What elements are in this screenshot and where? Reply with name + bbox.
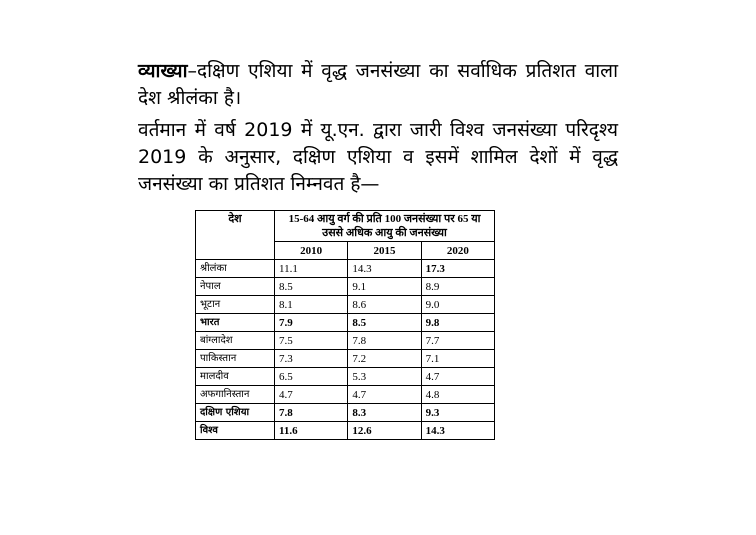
- cell-value: 9.3: [421, 404, 494, 422]
- cell-value: 9.8: [421, 314, 494, 332]
- table-row: [196, 404, 495, 422]
- cell-value: 4.8: [421, 386, 494, 404]
- table-row: [196, 368, 495, 386]
- row-country: अफगानिस्तान: [196, 386, 275, 404]
- table-row: [196, 350, 495, 368]
- cell-value: 4.7: [348, 386, 421, 404]
- cell-value: 17.3: [421, 260, 494, 278]
- cell-value: 7.1: [421, 350, 494, 368]
- intro-lead: व्याख्या: [138, 60, 188, 82]
- cell-value: 11.1: [275, 260, 348, 278]
- cell-value: 7.2: [348, 350, 421, 368]
- header-group: 15-64 आयु वर्ग की प्रति 100 जनसंख्या पर 65 या उससे अधिक आयु की जनसंख्या: [275, 211, 495, 242]
- header-year: 2020: [421, 242, 494, 260]
- cell-value: 9.1: [348, 278, 421, 296]
- cell-value: 7.8: [348, 332, 421, 350]
- row-country: भारत: [196, 314, 275, 332]
- row-country: श्रीलंका: [196, 260, 275, 278]
- table-row: [196, 386, 495, 404]
- body-paragraph: वर्तमान में वर्ष 2019 में यू.एन. द्वारा जारी विश्व जनसंख्या परिदृश्य 2019 के अनुसार, दक्षिण एशिया व इसमें शामिल देशों में वृद्ध जनसंख्या का प्रतिशत निम्नवत है—: [138, 119, 618, 195]
- row-country: पाकिस्तान: [196, 350, 275, 368]
- header-year: 2010: [275, 242, 348, 260]
- cell-value: 4.7: [421, 368, 494, 386]
- cell-value: 7.7: [421, 332, 494, 350]
- header-country: देश: [196, 211, 275, 260]
- cell-value: 6.5: [275, 368, 348, 386]
- row-country: भूटान: [196, 296, 275, 314]
- table-row: [196, 314, 495, 332]
- cell-value: 4.7: [275, 386, 348, 404]
- cell-value: 8.1: [275, 296, 348, 314]
- cell-value: 8.6: [348, 296, 421, 314]
- population-table: [195, 210, 495, 440]
- cell-value: 12.6: [348, 422, 421, 440]
- table-row: [196, 296, 495, 314]
- row-country: मालदीव: [196, 368, 275, 386]
- cell-value: 9.0: [421, 296, 494, 314]
- cell-value: 8.5: [275, 278, 348, 296]
- cell-value: 14.3: [421, 422, 494, 440]
- cell-value: 8.5: [348, 314, 421, 332]
- cell-value: 8.3: [348, 404, 421, 422]
- cell-value: 11.6: [275, 422, 348, 440]
- cell-value: 7.8: [275, 404, 348, 422]
- row-country: विश्व: [196, 422, 275, 440]
- intro-text: –दक्षिण एशिया में वृद्ध जनसंख्या का सर्वाधिक प्रतिशत वाला देश श्रीलंका है।: [138, 60, 618, 109]
- cell-value: 5.3: [348, 368, 421, 386]
- cell-value: 14.3: [348, 260, 421, 278]
- row-country: बांग्लादेश: [196, 332, 275, 350]
- table-row: [196, 260, 495, 278]
- intro-paragraph: [138, 58, 618, 112]
- cell-value: 7.3: [275, 350, 348, 368]
- cell-value: 8.9: [421, 278, 494, 296]
- table-row: [196, 332, 495, 350]
- row-country: नेपाल: [196, 278, 275, 296]
- cell-value: 7.9: [275, 314, 348, 332]
- table-row: [196, 422, 495, 440]
- table-row: [196, 278, 495, 296]
- header-year: 2015: [348, 242, 421, 260]
- row-country: दक्षिण एशिया: [196, 404, 275, 422]
- cell-value: 7.5: [275, 332, 348, 350]
